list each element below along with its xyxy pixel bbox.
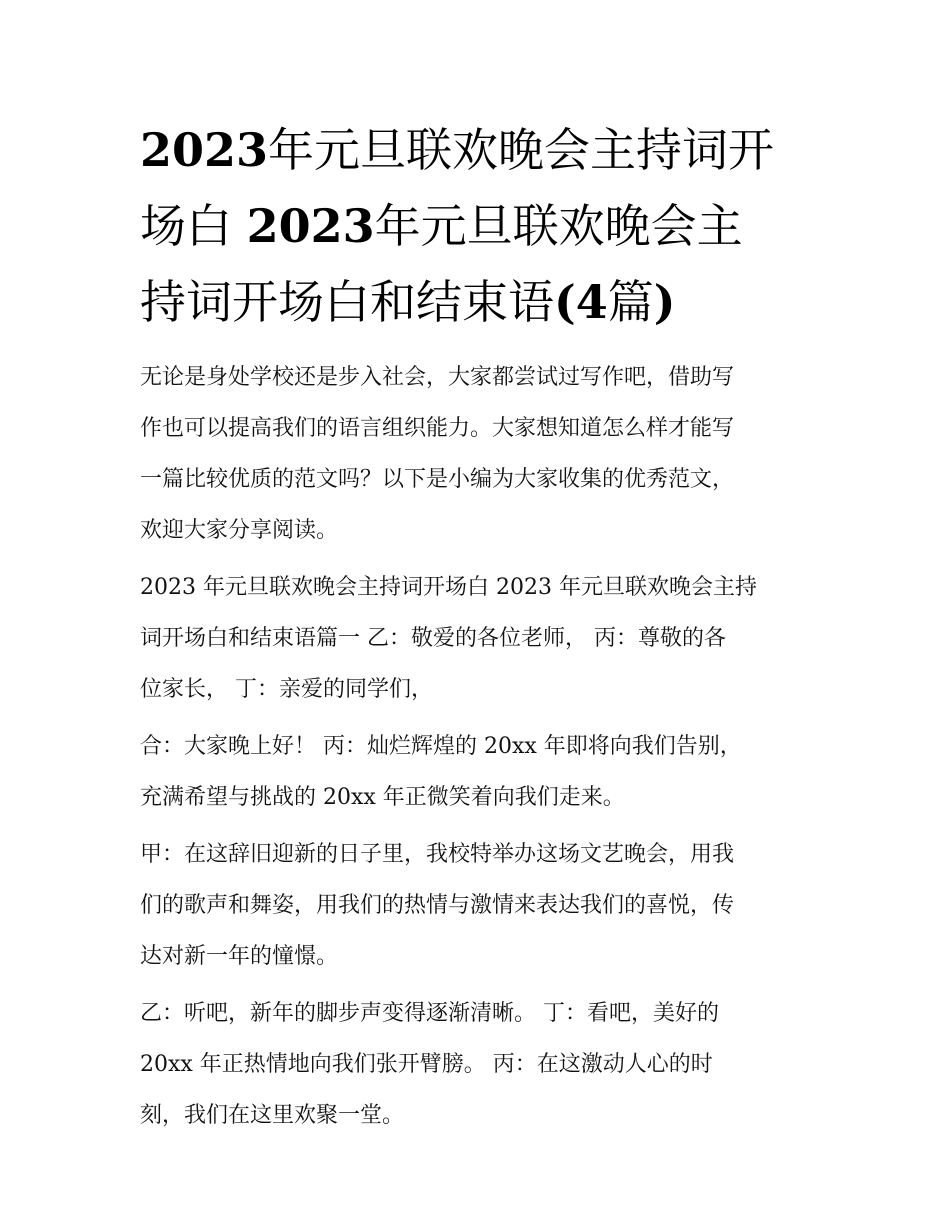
document-page (140, 112, 820, 1147)
title-line (140, 112, 820, 188)
text-line: 合：大家晚上好！ 丙：灿烂辉煌的 20xx 年即将向我们告别， (140, 734, 742, 759)
text-line: 刻，我们在这里欢聚一堂。 (140, 1103, 405, 1128)
title-segment: ) (653, 275, 676, 329)
title-segment: (4 (554, 275, 608, 329)
text-line: 充满希望与挑战的 20xx 年正微笑着向我们走来。 (140, 785, 625, 810)
text-line: 乙：听吧，新年的脚步声变得逐渐清晰。 丁：看吧，美好的 (140, 1001, 719, 1026)
title-line (140, 264, 820, 340)
text-line: 无论是身处学校还是步入社会，大家都尝试过写作吧，借助写 (140, 365, 735, 390)
title-segment: 场白 (140, 199, 247, 253)
text-line: 词开场白和结束语篇一 乙：敬爱的各位老师， 丙：尊敬的各 (140, 626, 726, 651)
text-line: 达对新一年的憧憬。 (140, 944, 339, 969)
title-segment: 持词开场白和结束语 (140, 275, 554, 329)
text-line: 一篇比较优质的范文吗？以下是小编为大家收集的优秀范文， (140, 467, 735, 492)
text-line: 欢迎大家分享阅读。 (140, 518, 339, 543)
title-segment: 年元旦联欢晚会主 (374, 199, 743, 253)
title-segment: 2023 (140, 123, 269, 177)
text-line: 位家长， 丁：亲爱的同学们， (140, 677, 433, 702)
title-segment: 2023 (246, 199, 375, 253)
text-line: 们的歌声和舞姿，用我们的热情与激情来表达我们的喜悦，传 (140, 893, 735, 918)
body-paragraph (140, 721, 820, 823)
document-title (140, 112, 820, 340)
title-line (140, 188, 820, 264)
title-segment: 篇 (607, 275, 654, 329)
text-line: 2023 年元旦联欢晚会主持词开场白 2023 年元旦联欢晚会主持 (140, 575, 757, 600)
intro-paragraph (140, 352, 820, 556)
text-line: 作也可以提高我们的语言组织能力。大家想知道怎么样才能写 (140, 416, 735, 441)
text-line: 20xx 年正热情地向我们张开臂膀。 丙：在这激动人心的时 (140, 1052, 713, 1077)
text-line: 甲：在这辞旧迎新的日子里，我校特举办这场文艺晚会，用我 (140, 842, 735, 867)
title-segment: 年元旦联欢晚会主持词开 (268, 123, 775, 177)
body-paragraph (140, 562, 820, 715)
body-paragraph (140, 988, 820, 1141)
body-paragraph (140, 829, 820, 982)
